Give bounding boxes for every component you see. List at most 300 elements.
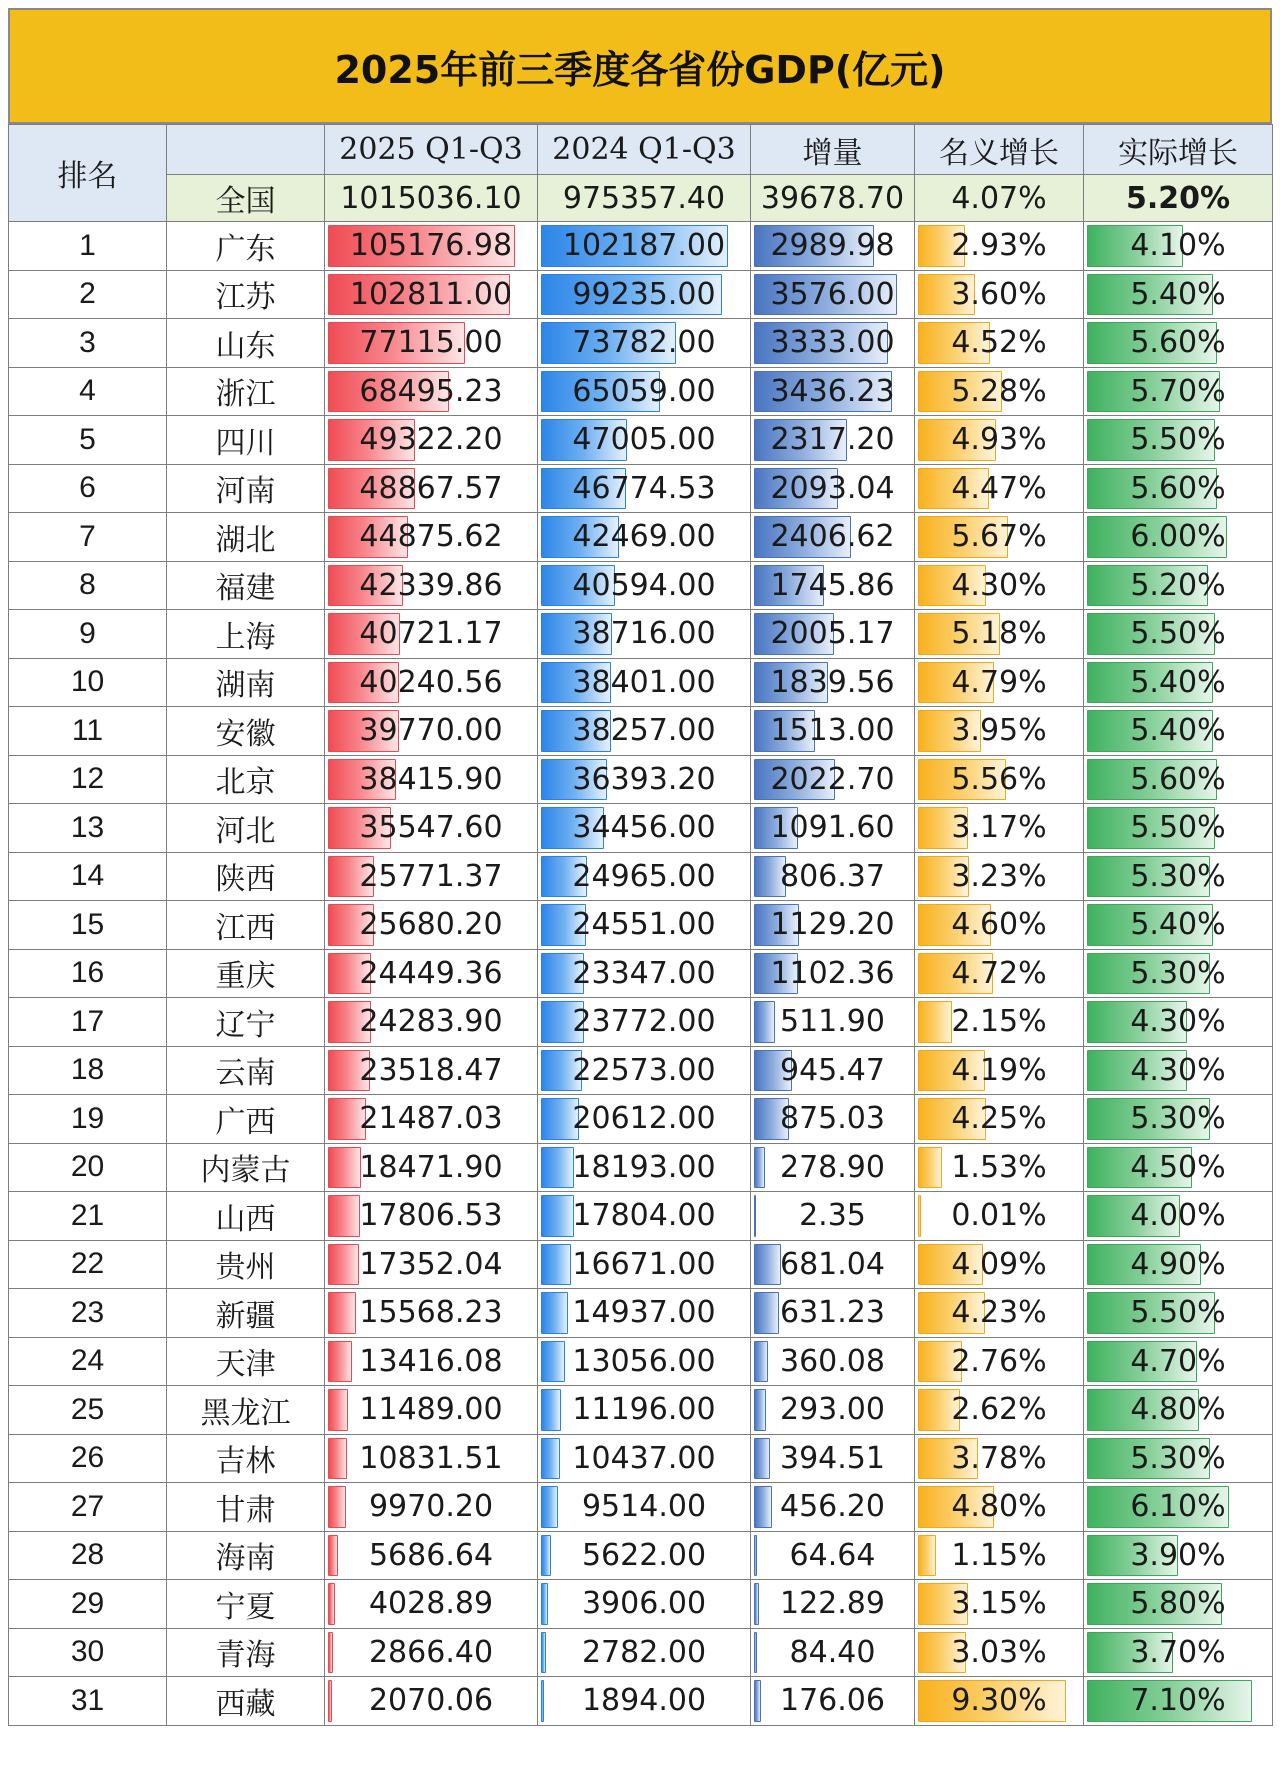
- increase-cell: [751, 852, 915, 901]
- increase-bar: [754, 1486, 772, 1528]
- gdp-2024-cell: [538, 1143, 751, 1192]
- gdp-2025-cell: [325, 1628, 538, 1677]
- gdp-sheet: [8, 8, 1272, 1762]
- gdp-2025-value: 77115.00: [359, 325, 503, 361]
- gdp-2025-bar: [328, 1583, 335, 1625]
- gdp-2024-cell: [538, 852, 751, 901]
- table-row: [9, 513, 1273, 562]
- gdp-2025-cell: [325, 1580, 538, 1629]
- gdp-2024-bar: [541, 1632, 546, 1674]
- nominal-growth-cell: [915, 804, 1084, 853]
- province-cell: 广东: [167, 222, 325, 271]
- header-gdp-2025: 2025 Q1-Q3: [325, 125, 538, 175]
- gdp-2024-cell: [538, 1580, 751, 1629]
- gdp-2024-cell: [538, 1192, 751, 1241]
- gdp-2024-value: 102187.00: [562, 228, 726, 264]
- gdp-2025-value: 40240.56: [359, 664, 503, 700]
- nominal-growth-value: 2.76%: [951, 1343, 1047, 1379]
- nominal-growth-cell: [915, 1580, 1084, 1629]
- gdp-2024-value: 5622.00: [581, 1537, 707, 1573]
- gdp-2025-value: 17352.04: [359, 1246, 503, 1282]
- increase-value: 1839.56: [770, 664, 895, 700]
- real-growth-cell: [1084, 464, 1273, 513]
- gdp-2025-bar: [328, 1680, 332, 1722]
- gdp-2024-cell: [538, 1434, 751, 1483]
- real-growth-value: 5.60%: [1130, 325, 1226, 361]
- gdp-2024-value: 46774.53: [572, 470, 716, 506]
- gdp-2025-value: 39770.00: [359, 713, 503, 749]
- nominal-growth-cell: [915, 658, 1084, 707]
- increase-cell: [751, 1677, 915, 1726]
- nominal-growth-cell: [915, 1531, 1084, 1580]
- gdp-2025-cell: [325, 610, 538, 659]
- increase-cell: [751, 755, 915, 804]
- gdp-2024-cell: [538, 319, 751, 368]
- gdp-2025-cell: [325, 1483, 538, 1532]
- increase-cell: [751, 1046, 915, 1095]
- nominal-growth-cell: [915, 1143, 1084, 1192]
- real-growth-value: 6.00%: [1130, 519, 1226, 555]
- nominal-growth-value: 5.18%: [951, 616, 1047, 652]
- province-cell: 西藏: [167, 1677, 325, 1726]
- gdp-2024-value: 16671.00: [572, 1246, 716, 1282]
- increase-bar: [754, 1292, 779, 1334]
- gdp-2024-value: 65059.00: [572, 373, 716, 409]
- gdp-2024-cell: [538, 270, 751, 319]
- gdp-2025-value: 5686.64: [368, 1537, 494, 1573]
- increase-value: 456.20: [780, 1489, 885, 1525]
- increase-cell: [751, 464, 915, 513]
- real-growth-value: 5.60%: [1130, 761, 1226, 797]
- increase-cell: [751, 561, 915, 610]
- nominal-growth-value: 2.15%: [951, 1004, 1047, 1040]
- real-growth-value: 5.50%: [1130, 422, 1226, 458]
- increase-bar: [754, 1341, 768, 1383]
- increase-value: 2989.98: [770, 228, 895, 264]
- nominal-growth-cell: [915, 561, 1084, 610]
- increase-cell: [751, 1192, 915, 1241]
- gdp-2024-bar: [541, 1535, 551, 1577]
- gdp-2025-cell: [325, 1386, 538, 1435]
- gdp-2024-value: 9514.00: [581, 1489, 707, 1525]
- real-growth-value: 4.30%: [1130, 1052, 1226, 1088]
- nominal-growth-cell: [915, 1240, 1084, 1289]
- nominal-growth-value: 4.72%: [951, 955, 1047, 991]
- rank-cell: 29: [9, 1580, 167, 1629]
- real-growth-value: 5.50%: [1130, 616, 1226, 652]
- real-growth-value: 5.40%: [1130, 276, 1226, 312]
- gdp-2024-value: 38401.00: [572, 664, 716, 700]
- real-growth-cell: [1084, 270, 1273, 319]
- nominal-growth-value: 4.52%: [951, 325, 1047, 361]
- table-row: [9, 901, 1273, 950]
- rank-cell: 11: [9, 707, 167, 756]
- table-row: [9, 270, 1273, 319]
- increase-value: 681.04: [780, 1246, 885, 1282]
- gdp-2025-value: 102811.00: [349, 276, 513, 312]
- rank-cell: 14: [9, 852, 167, 901]
- gdp-2025-cell: [325, 998, 538, 1047]
- gdp-2024-value: 47005.00: [572, 422, 716, 458]
- increase-value: 278.90: [780, 1149, 885, 1185]
- increase-cell: [751, 1289, 915, 1338]
- province-cell: 河北: [167, 804, 325, 853]
- nominal-growth-value: 4.80%: [951, 1489, 1047, 1525]
- gdp-2025-cell: [325, 949, 538, 998]
- gdp-2024-cell: [538, 367, 751, 416]
- table-row: [9, 1095, 1273, 1144]
- real-growth-cell: [1084, 901, 1273, 950]
- increase-value: 2406.62: [770, 519, 895, 555]
- nominal-growth-cell: [915, 1386, 1084, 1435]
- gdp-2025-cell: [325, 319, 538, 368]
- gdp-2024-cell: [538, 1677, 751, 1726]
- gdp-2025-value: 25771.37: [359, 858, 503, 894]
- nominal-growth-value: 9.30%: [951, 1683, 1047, 1719]
- real-growth-cell: [1084, 998, 1273, 1047]
- gdp-2024-value: 24965.00: [572, 858, 716, 894]
- rank-cell: 12: [9, 755, 167, 804]
- gdp-2024-value: 3906.00: [581, 1586, 707, 1622]
- rank-cell: 27: [9, 1483, 167, 1532]
- province-cell: 山西: [167, 1192, 325, 1241]
- increase-value: 2317.20: [770, 422, 895, 458]
- rank-cell: 2: [9, 270, 167, 319]
- nominal-growth-value: 3.95%: [951, 713, 1047, 749]
- real-growth-cell: [1084, 1289, 1273, 1338]
- table-row: [9, 1483, 1273, 1532]
- increase-bar: [754, 1680, 761, 1722]
- gdp-2025-value: 105176.98: [349, 228, 513, 264]
- table-row: [9, 416, 1273, 465]
- increase-value: 2.35: [799, 1198, 866, 1234]
- province-cell: 内蒙古: [167, 1143, 325, 1192]
- nominal-growth-cell: [915, 998, 1084, 1047]
- nominal-growth-bar: [918, 1001, 952, 1043]
- increase-cell: [751, 1337, 915, 1386]
- increase-bar: [754, 1535, 757, 1577]
- province-cell: 福建: [167, 561, 325, 610]
- gdp-2025-cell: [325, 1143, 538, 1192]
- gdp-2024-value: 24551.00: [572, 907, 716, 943]
- rank-cell: 31: [9, 1677, 167, 1726]
- table-row: [9, 1434, 1273, 1483]
- nominal-growth-value: 4.23%: [951, 1295, 1047, 1331]
- gdp-2024-value: 38716.00: [572, 616, 716, 652]
- province-cell: 贵州: [167, 1240, 325, 1289]
- increase-cell: [751, 1434, 915, 1483]
- increase-cell: [751, 998, 915, 1047]
- increase-value: 2022.70: [770, 761, 895, 797]
- gdp-2025-value: 48867.57: [359, 470, 503, 506]
- increase-bar: [754, 1632, 757, 1674]
- gdp-2025-cell: [325, 804, 538, 853]
- province-cell: 上海: [167, 610, 325, 659]
- nominal-growth-value: 2.93%: [951, 228, 1047, 264]
- increase-value: 122.89: [780, 1586, 885, 1622]
- gdp-2024-value: 20612.00: [572, 1101, 716, 1137]
- real-growth-value: 5.40%: [1130, 664, 1226, 700]
- gdp-2024-value: 38257.00: [572, 713, 716, 749]
- nominal-growth-cell: [915, 1192, 1084, 1241]
- province-cell: 辽宁: [167, 998, 325, 1047]
- increase-cell: [751, 949, 915, 998]
- gdp-2025-value: 15568.23: [359, 1295, 503, 1331]
- nominal-growth-value: 3.78%: [951, 1440, 1047, 1476]
- gdp-2024-bar: [541, 1244, 571, 1286]
- gdp-2024-value: 11196.00: [572, 1392, 716, 1428]
- table-row: [9, 1337, 1273, 1386]
- increase-bar: [754, 1389, 766, 1431]
- gdp-2024-value: 18193.00: [572, 1149, 716, 1185]
- nominal-growth-bar: [918, 1147, 942, 1189]
- table-row: [9, 1143, 1273, 1192]
- province-cell: 宁夏: [167, 1580, 325, 1629]
- real-growth-cell: [1084, 1046, 1273, 1095]
- real-growth-value: 4.50%: [1130, 1149, 1226, 1185]
- real-growth-value: 5.50%: [1130, 1295, 1226, 1331]
- gdp-2025-cell: [325, 222, 538, 271]
- province-cell: 安徽: [167, 707, 325, 756]
- gdp-2025-cell: [325, 1192, 538, 1241]
- province-cell: 湖南: [167, 658, 325, 707]
- nominal-growth-value: 4.47%: [951, 470, 1047, 506]
- rank-cell: 22: [9, 1240, 167, 1289]
- real-growth-value: 3.90%: [1130, 1537, 1226, 1573]
- gdp-2024-bar: [541, 1147, 574, 1189]
- increase-cell: [751, 658, 915, 707]
- gdp-2024-cell: [538, 1386, 751, 1435]
- real-growth-value: 5.40%: [1130, 713, 1226, 749]
- header-real-growth: 实际增长: [1084, 125, 1273, 175]
- gdp-2024-value: 34456.00: [572, 810, 716, 846]
- nominal-growth-cell: [915, 610, 1084, 659]
- increase-value: 84.40: [789, 1634, 876, 1670]
- nominal-growth-cell: [915, 1289, 1084, 1338]
- increase-cell: [751, 804, 915, 853]
- rank-cell: 30: [9, 1628, 167, 1677]
- real-growth-value: 5.80%: [1130, 1586, 1226, 1622]
- real-growth-cell: [1084, 222, 1273, 271]
- increase-cell: [751, 222, 915, 271]
- increase-cell: [751, 1628, 915, 1677]
- rank-cell: 25: [9, 1386, 167, 1435]
- real-growth-value: 4.80%: [1130, 1392, 1226, 1428]
- gdp-2025-bar: [328, 1535, 338, 1577]
- gdp-2025-cell: [325, 513, 538, 562]
- province-cell: 江苏: [167, 270, 325, 319]
- header-row: [9, 125, 1273, 175]
- table-row: [9, 1628, 1273, 1677]
- increase-value: 806.37: [780, 858, 885, 894]
- gdp-2025-cell: [325, 901, 538, 950]
- table-row: [9, 1580, 1273, 1629]
- nominal-growth-value: 3.03%: [951, 1634, 1047, 1670]
- province-cell: 湖北: [167, 513, 325, 562]
- real-growth-value: 5.70%: [1130, 373, 1226, 409]
- real-growth-cell: [1084, 610, 1273, 659]
- gdp-2025-value: 35547.60: [359, 810, 503, 846]
- gdp-2024-bar: [541, 1389, 561, 1431]
- nominal-growth-cell: [915, 464, 1084, 513]
- nominal-growth-value: 4.19%: [951, 1052, 1047, 1088]
- rank-cell: 17: [9, 998, 167, 1047]
- province-cell: 江西: [167, 901, 325, 950]
- gdp-2025-value: 68495.23: [359, 373, 503, 409]
- gdp-2025-value: 4028.89: [368, 1586, 494, 1622]
- rank-cell: 23: [9, 1289, 167, 1338]
- national-real-growth: 5.20%: [1084, 175, 1273, 222]
- increase-cell: [751, 513, 915, 562]
- table-row: [9, 464, 1273, 513]
- increase-value: 1513.00: [770, 713, 895, 749]
- national-label: 全国: [167, 175, 325, 222]
- table-row: [9, 852, 1273, 901]
- gdp-2025-bar: [328, 1389, 348, 1431]
- gdp-2024-cell: [538, 1337, 751, 1386]
- increase-bar: [754, 1438, 770, 1480]
- real-growth-cell: [1084, 1628, 1273, 1677]
- gdp-2025-bar: [328, 1292, 356, 1334]
- gdp-2024-cell: [538, 901, 751, 950]
- gdp-2025-bar: [328, 1438, 347, 1480]
- gdp-2025-value: 2866.40: [368, 1634, 494, 1670]
- increase-value: 1745.86: [770, 567, 895, 603]
- gdp-2024-cell: [538, 1628, 751, 1677]
- real-growth-cell: [1084, 1531, 1273, 1580]
- gdp-2024-cell: [538, 1095, 751, 1144]
- province-cell: 青海: [167, 1628, 325, 1677]
- increase-value: 2093.04: [770, 470, 895, 506]
- real-growth-value: 7.10%: [1130, 1683, 1226, 1719]
- nominal-growth-value: 0.01%: [951, 1198, 1047, 1234]
- increase-cell: [751, 1240, 915, 1289]
- real-growth-value: 4.90%: [1130, 1246, 1226, 1282]
- increase-value: 945.47: [780, 1052, 885, 1088]
- gdp-2024-cell: [538, 464, 751, 513]
- header-rank: 排名: [9, 125, 167, 222]
- gdp-2025-cell: [325, 270, 538, 319]
- rank-cell: 16: [9, 949, 167, 998]
- increase-cell: [751, 610, 915, 659]
- rank-cell: 26: [9, 1434, 167, 1483]
- gdp-2025-value: 24449.36: [359, 955, 503, 991]
- province-cell: 陕西: [167, 852, 325, 901]
- real-growth-cell: [1084, 367, 1273, 416]
- province-cell: 云南: [167, 1046, 325, 1095]
- table-row: [9, 1240, 1273, 1289]
- table-body: [9, 125, 1273, 1726]
- gdp-2024-cell: [538, 1240, 751, 1289]
- increase-value: 1129.20: [770, 907, 895, 943]
- increase-cell: [751, 707, 915, 756]
- gdp-2025-cell: [325, 755, 538, 804]
- table-row: [9, 610, 1273, 659]
- gdp-2025-bar: [328, 1195, 360, 1237]
- increase-cell: [751, 270, 915, 319]
- increase-value: 2005.17: [770, 616, 895, 652]
- real-growth-value: 5.30%: [1130, 858, 1226, 894]
- gdp-2025-cell: [325, 707, 538, 756]
- nominal-growth-value: 1.15%: [951, 1537, 1047, 1573]
- gdp-2024-value: 42469.00: [572, 519, 716, 555]
- province-cell: 北京: [167, 755, 325, 804]
- gdp-2024-bar: [541, 1292, 568, 1334]
- gdp-2024-bar: [541, 1438, 560, 1480]
- gdp-2024-cell: [538, 755, 751, 804]
- nominal-growth-value: 5.28%: [951, 373, 1047, 409]
- increase-value: 875.03: [780, 1101, 885, 1137]
- nominal-growth-value: 3.17%: [951, 810, 1047, 846]
- nominal-growth-value: 4.79%: [951, 664, 1047, 700]
- gdp-2024-value: 36393.20: [572, 761, 716, 797]
- real-growth-value: 4.00%: [1130, 1198, 1226, 1234]
- gdp-2025-value: 25680.20: [359, 907, 503, 943]
- nominal-growth-cell: [915, 707, 1084, 756]
- rank-cell: 10: [9, 658, 167, 707]
- province-cell: 广西: [167, 1095, 325, 1144]
- nominal-growth-cell: [915, 755, 1084, 804]
- gdp-2025-cell: [325, 658, 538, 707]
- gdp-2025-cell: [325, 464, 538, 513]
- real-growth-cell: [1084, 755, 1273, 804]
- increase-bar: [754, 1244, 781, 1286]
- real-growth-cell: [1084, 1143, 1273, 1192]
- nominal-growth-value: 4.09%: [951, 1246, 1047, 1282]
- province-cell: 河南: [167, 464, 325, 513]
- increase-value: 1091.60: [770, 810, 895, 846]
- national-gdp-2024: 975357.40: [538, 175, 751, 222]
- gdp-2024-value: 14937.00: [572, 1295, 716, 1331]
- rank-cell: 7: [9, 513, 167, 562]
- nominal-growth-cell: [915, 416, 1084, 465]
- real-growth-value: 4.30%: [1130, 1004, 1226, 1040]
- nominal-growth-value: 3.60%: [951, 276, 1047, 312]
- real-growth-cell: [1084, 1095, 1273, 1144]
- gdp-2025-cell: [325, 1531, 538, 1580]
- gdp-2024-value: 99235.00: [572, 276, 716, 312]
- gdp-2025-cell: [325, 1095, 538, 1144]
- gdp-2025-value: 13416.08: [359, 1343, 503, 1379]
- header-gdp-2024: 2024 Q1-Q3: [538, 125, 751, 175]
- increase-cell: [751, 1531, 915, 1580]
- gdp-2025-bar: [328, 1341, 352, 1383]
- rank-cell: 19: [9, 1095, 167, 1144]
- increase-cell: [751, 319, 915, 368]
- header-increase: 增量: [751, 125, 915, 175]
- rank-cell: 28: [9, 1531, 167, 1580]
- nominal-growth-cell: [915, 1677, 1084, 1726]
- real-growth-value: 5.20%: [1130, 567, 1226, 603]
- gdp-2024-cell: [538, 1531, 751, 1580]
- gdp-2025-value: 38415.90: [359, 761, 503, 797]
- gdp-2024-cell: [538, 804, 751, 853]
- gdp-2025-value: 24283.90: [359, 1004, 503, 1040]
- gdp-2025-cell: [325, 1337, 538, 1386]
- national-row: [9, 175, 1273, 222]
- table-row: [9, 561, 1273, 610]
- increase-bar: [754, 1583, 759, 1625]
- gdp-2024-bar: [541, 1583, 548, 1625]
- table-title: 2025年前三季度各省份GDP(亿元): [8, 8, 1272, 124]
- gdp-2025-value: 40721.17: [359, 616, 503, 652]
- rank-cell: 20: [9, 1143, 167, 1192]
- gdp-2024-value: 22573.00: [572, 1052, 716, 1088]
- real-growth-value: 5.40%: [1130, 907, 1226, 943]
- increase-value: 511.90: [780, 1004, 885, 1040]
- nominal-growth-value: 4.30%: [951, 567, 1047, 603]
- province-cell: 浙江: [167, 367, 325, 416]
